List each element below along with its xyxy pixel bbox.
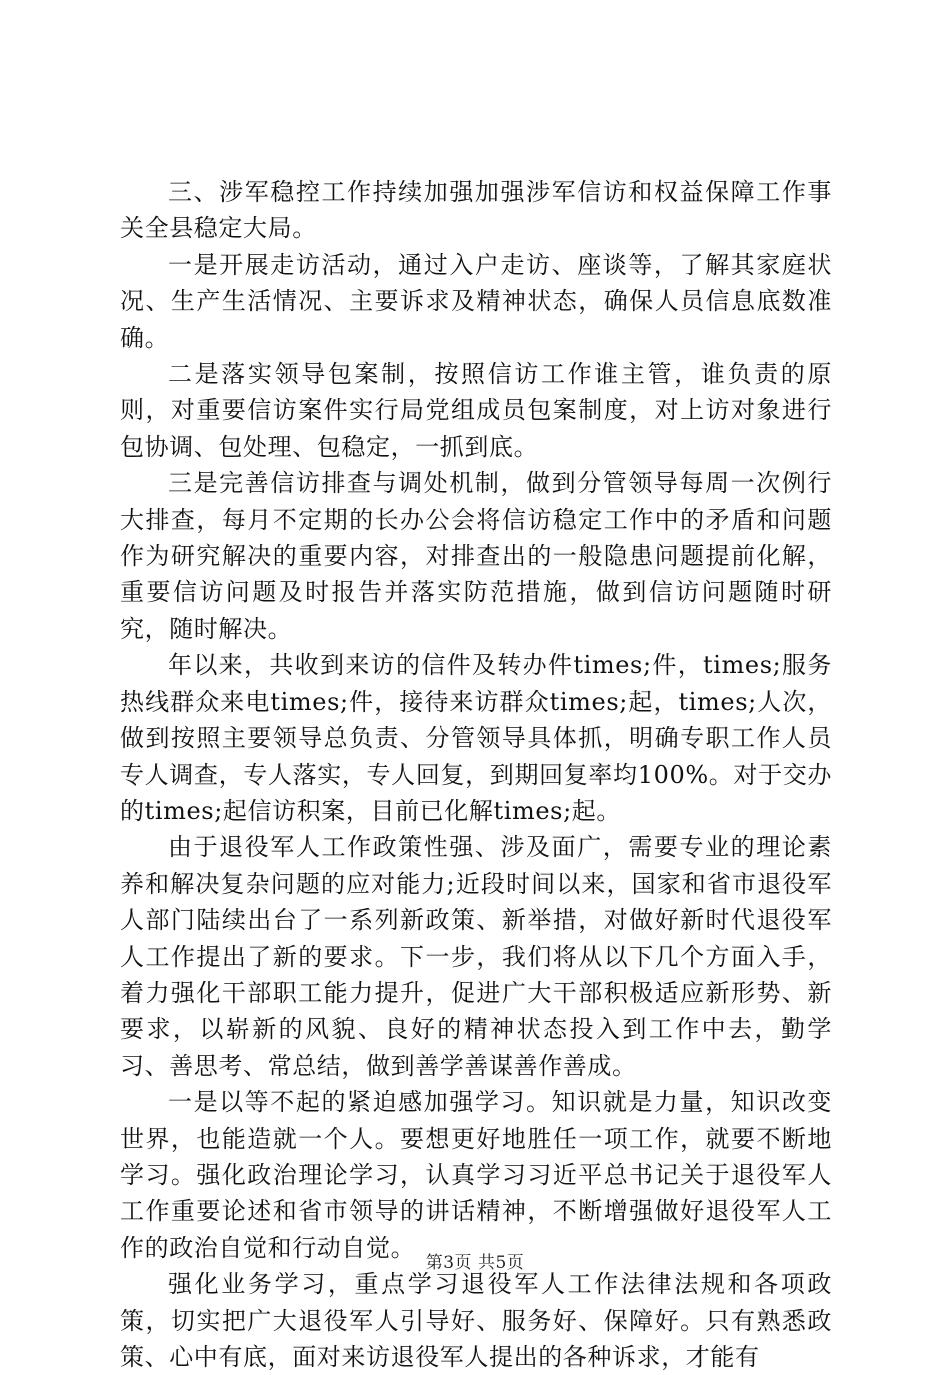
- page-number-footer: 第3页 共5页: [425, 1253, 525, 1273]
- paragraph-8: 强化业务学习，重点学习退役军人工作法律法规和各项政策，切实把广大退役军人引导好、服务好、保障好。只有熟悉政策、心中有底，面对来访退役军人提出的各种诉求，才能有: [120, 1270, 832, 1371]
- paragraph-4: 三是完善信访排查与调处机制，做到分管领导每周一次例行大排查，每月不定期的长办公会将信访稳定工作中的矛盾和问题作为研究解决的重要内容，对排查出的一般隐患问题提前化解，重要信访问题及时报告并落实防范措施，做到信访问题随时研究，随时解决。: [120, 469, 832, 643]
- paragraph-7: 一是以等不起的紧迫感加强学习。知识就是力量，知识改变世界，也能造就一个人。要想更好地胜任一项工作，就要不断地学习。强化政治理论学习，认真学习习近平总书记关于退役军人工作重要论述和省市领导的讲话精神，不断增强做好退役军人工作的政治自觉和行动自觉。: [120, 1088, 832, 1262]
- paragraph-5: 年以来，共收到来访的信件及转办件times;件，times;服务热线群众来电times;件，接待来访群众times;起，times;人次，做到按照主要领导总负责、分管领导具体抓，明确专职工作人员专人调查，专人落实，专人回复，到期回复率均100%。对于交办的times;起信访积案，目前已化解times;起。: [120, 651, 832, 825]
- paragraph-2: 一是开展走访活动，通过入户走访、座谈等，了解其家庭状况、生产生活情况、主要诉求及精神状态，确保人员信息底数准确。: [120, 250, 832, 352]
- paragraph-1: 三、涉军稳控工作持续加强加强涉军信访和权益保障工作事关全县稳定大局。: [120, 178, 832, 243]
- paragraph-3: 二是落实领导包案制，按照信访工作谁主管，谁负责的原则，对重要信访案件实行局党组成员包案制度，对上访对象进行包协调、包处理、包稳定，一抓到底。: [120, 360, 832, 461]
- document-body: [120, 174, 832, 1375]
- paragraph-6: 由于退役军人工作政策性强、涉及面广，需要专业的理论素养和解决复杂问题的应对能力;近段时间以来，国家和省市退役军人部门陆续出台了一系列新政策、新举措，对做好新时代退役军人工作提出了新的要求。下一步，我们将从以下几个方面入手，着力强化干部职工能力提升，促进广大干部积极适应新形势、新要求，以崭新的风貌、良好的精神状态投入到工作中去，勤学习、善思考、常总结，做到善学善谋善作善成。: [120, 833, 832, 1080]
